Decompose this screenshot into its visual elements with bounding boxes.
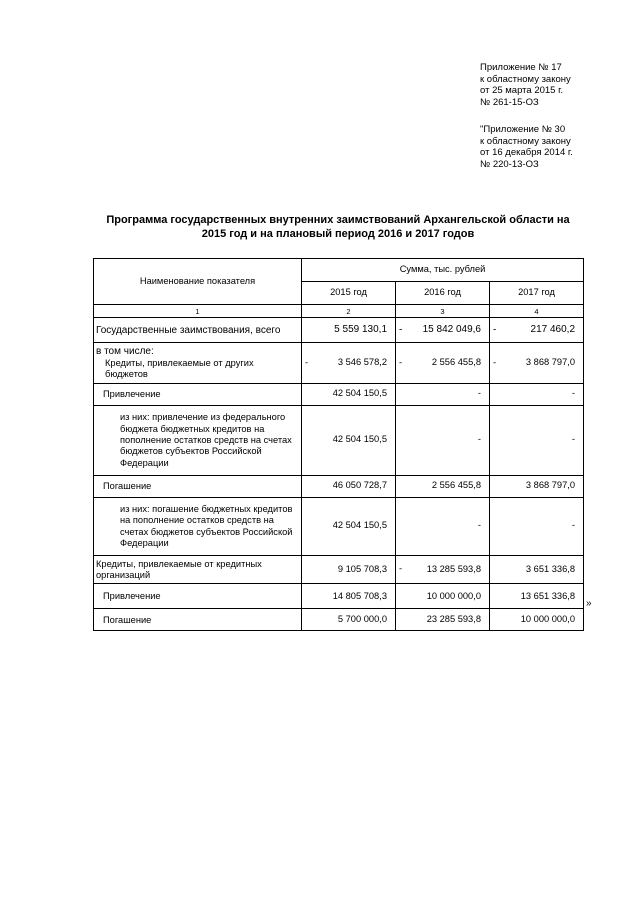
negative-sign: -: [493, 324, 497, 336]
value-number: 14 805 708,3: [332, 590, 387, 601]
row-label: Погашение: [94, 475, 302, 497]
value-cell: [490, 584, 584, 609]
value-number: 46 050 728,7: [332, 480, 387, 491]
document-title: Программа государственных внутренних заимствований Архангельской области на 2015 год и на плановый период 2016 и 2017 годов: [106, 214, 570, 240]
header-name-cell: Наименование показателя: [94, 259, 302, 305]
value-cell: [396, 555, 490, 584]
appendix-30-block: [480, 124, 573, 170]
appendix-line: Приложение № 17: [480, 62, 562, 73]
appendix-line: № 261-15-ОЗ: [480, 96, 539, 108]
value-cell: [302, 383, 396, 405]
value-cell: [302, 318, 396, 343]
table-row: [94, 555, 584, 584]
row-label: Привлечение: [94, 584, 302, 609]
appendix-line: "Приложение № 30: [480, 124, 566, 135]
header-sum-cell: Сумма, тыс. рублей: [302, 259, 584, 282]
value-number: 3 868 797,0: [525, 480, 576, 491]
header-year-cell: 2017 год: [490, 282, 584, 305]
table-row: [94, 405, 584, 475]
value-cell: [396, 497, 490, 555]
value-cell: [396, 383, 490, 405]
value-cell: [396, 584, 490, 609]
row-label: Государственные заимствования, всего: [94, 318, 302, 343]
column-number: 4: [490, 305, 584, 318]
value-number: 10 000 000,0: [426, 590, 481, 601]
borrowing-program-table: [93, 258, 584, 631]
value-number: 42 504 150,5: [332, 520, 387, 531]
value-number: 15 842 049,6: [422, 324, 481, 336]
value-cell: [490, 497, 584, 555]
negative-sign: -: [399, 563, 403, 574]
value-number: 3 868 797,0: [525, 357, 576, 368]
value-number: 5 559 130,1: [334, 324, 387, 336]
value-cell: [302, 405, 396, 475]
appendix-line: от 25 марта 2015 г.: [480, 85, 564, 96]
value-cell: [490, 555, 584, 584]
value-number: 3 546 578,2: [337, 357, 387, 368]
row-label: Привлечение: [94, 383, 302, 405]
value-number: 10 000 000,0: [520, 614, 576, 625]
value-cell: [302, 584, 396, 609]
value-number: -: [477, 388, 481, 399]
row-label: Погашение: [94, 609, 302, 631]
column-number-row: [94, 305, 584, 318]
appendix-line: к областному закону: [480, 73, 571, 85]
appendix-17-block: [480, 62, 571, 108]
value-number: -: [571, 520, 576, 531]
value-cell: [396, 318, 490, 343]
table-header-row: [94, 259, 584, 282]
value-number: 3 651 336,8: [525, 563, 576, 574]
value-number: 9 105 708,3: [337, 563, 387, 574]
value-cell: [302, 497, 396, 555]
value-cell: [490, 343, 584, 384]
value-number: -: [571, 388, 576, 399]
value-number: 13 285 593,8: [426, 563, 481, 574]
appendix-line: к областному закону: [480, 135, 571, 147]
value-number: 5 700 000,0: [337, 614, 387, 625]
negative-sign: -: [399, 324, 403, 336]
closing-quote: »: [586, 598, 592, 609]
appendix-line: от 16 декабря 2014 г.: [480, 147, 573, 158]
value-number: 42 504 150,5: [332, 388, 387, 399]
table-row: [94, 497, 584, 555]
including-label: в том числе:: [96, 346, 154, 357]
header-year-cell: 2016 год: [396, 282, 490, 305]
value-cell: [490, 475, 584, 497]
table-row: [94, 475, 584, 497]
value-number: 217 460,2: [530, 324, 576, 336]
value-cell: [490, 405, 584, 475]
total-row: [94, 318, 584, 343]
negative-sign: -: [399, 357, 403, 368]
table-row: [94, 383, 584, 405]
value-number: 2 556 455,8: [431, 480, 481, 491]
negative-sign: -: [305, 357, 309, 368]
table-row: [94, 343, 584, 384]
value-number: -: [571, 434, 576, 445]
value-cell: [396, 475, 490, 497]
value-cell: [490, 609, 584, 631]
column-number: 1: [94, 305, 302, 318]
value-cell: [302, 609, 396, 631]
value-number: 2 556 455,8: [431, 357, 481, 368]
value-cell: [396, 343, 490, 384]
row-label: Кредиты, привлекаемые от других бюджетов: [105, 358, 254, 380]
appendix-line: № 220-13-ОЗ: [480, 158, 539, 170]
value-number: 42 504 150,5: [332, 434, 387, 445]
table-row: [94, 584, 584, 609]
value-cell: [396, 609, 490, 631]
value-number: 13 651 336,8: [520, 590, 576, 601]
row-label: из них: привлечение из федерального бюджета бюджетных кредитов на пополнение остатков средств на счетах бюджетов субъектов Российской Федерации: [94, 405, 302, 475]
row-label: Кредиты, привлекаемые от кредитных организаций: [94, 555, 302, 584]
value-number: -: [477, 434, 481, 445]
value-number: -: [477, 520, 481, 531]
negative-sign: -: [493, 357, 497, 368]
value-cell: [302, 555, 396, 584]
header-year-cell: 2015 год: [302, 282, 396, 305]
column-number: 3: [396, 305, 490, 318]
value-cell: [302, 343, 396, 384]
row-label: из них: погашение бюджетных кредитов на пополнение остатков средств на счетах бюджетов субъектов Российской Федерации: [94, 497, 302, 555]
value-cell: [396, 405, 490, 475]
row-label-cell: [94, 343, 302, 384]
value-cell: [490, 383, 584, 405]
table-row: [94, 609, 584, 631]
value-number: 23 285 593,8: [426, 614, 481, 625]
value-cell: [490, 318, 584, 343]
column-number: 2: [302, 305, 396, 318]
value-cell: [302, 475, 396, 497]
